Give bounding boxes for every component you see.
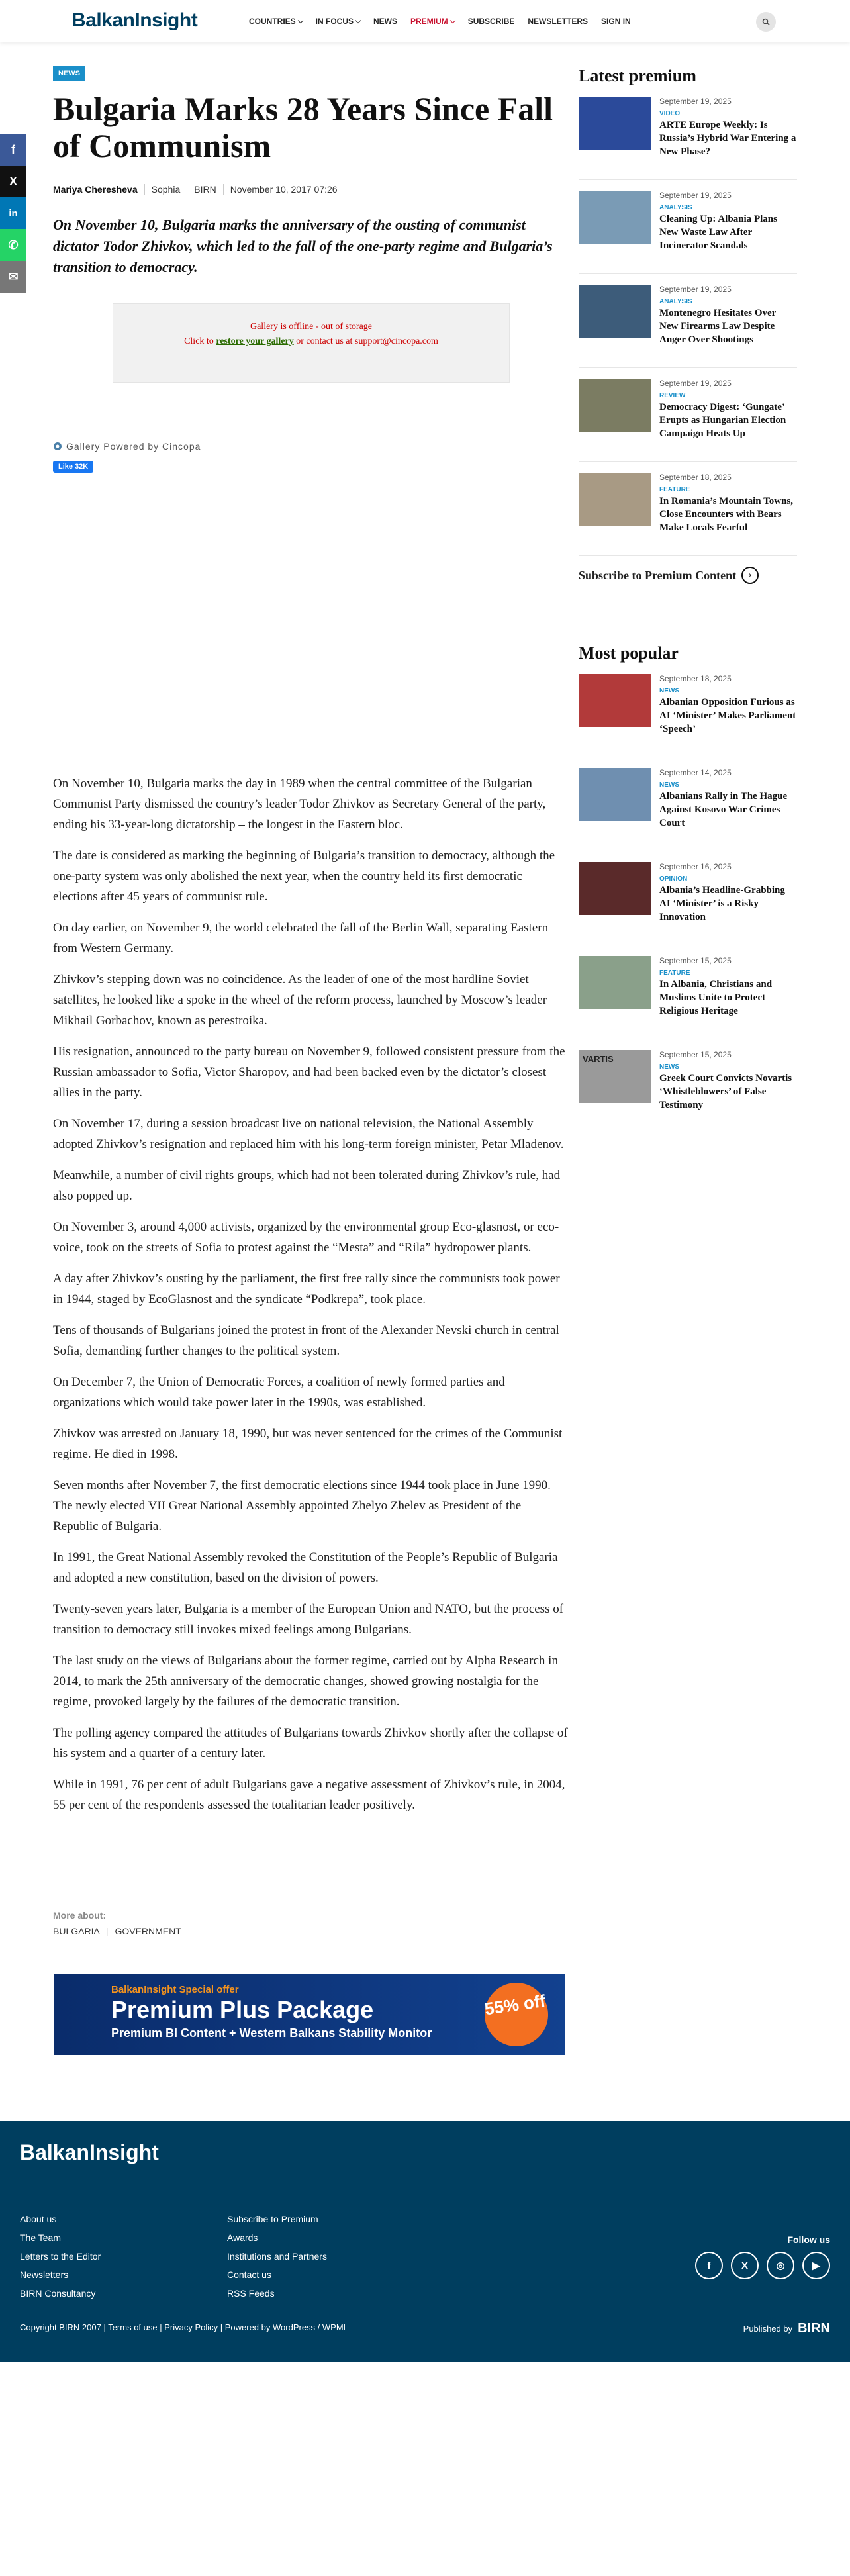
tag-bulgaria[interactable]: BULGARIA [53,1926,100,1936]
article-thumbnail[interactable] [579,768,651,821]
article-thumbnail[interactable] [579,674,651,727]
premium-promo-banner[interactable] [54,1974,565,2055]
paragraph: While in 1991, 76 per cent of adult Bulgarians gave a negative assessment of Zhivkov’s rule, in 2004, 55 per cent of the respondents assessed the totalitarian leader positively. [53,1778,565,1812]
copyright: Copyright BIRN 2007 | Terms of use | Privacy Policy | Powered by WordPress / WPML [20,2322,348,2332]
article-card[interactable] [579,1050,797,1133]
article-category[interactable]: FEATURE [659,969,690,977]
text: Click to [184,336,216,346]
follow-us-label: Follow us [787,2234,830,2245]
paragraph: The date is considered as marking the beginning of Bulgaria’s transition to democracy, although the one-party system was only abolished the next year, when the country held its first democratic elections after 45 years of communist rule. [53,849,555,904]
footer-links-col-1 [20,2210,101,2303]
nav-in-focus[interactable] [316,17,360,26]
article-card[interactable] [579,956,797,1039]
powered-text: Gallery Powered by Cincopa [66,441,201,452]
article-date: September 19, 2025 [659,285,732,294]
nav-label: IN FOCUS [315,17,354,26]
birn-logo[interactable]: BIRN [798,2321,830,2336]
paragraph: Meanwhile, a number of civil rights groups, which had not been tolerated during Zhivkov’s rule, had also popped up. [53,1169,561,1203]
gallery-powered-by[interactable] [53,441,568,452]
byline [53,184,568,195]
chevron-down-icon [449,17,455,23]
promo-kicker: BalkanInsight Special offer [111,1984,239,1995]
article-thumbnail[interactable] [579,473,651,526]
search-button[interactable] [756,12,776,32]
article-thumbnail[interactable]: VARTIS [579,1050,651,1103]
article-card-text [659,674,797,749]
footer-link[interactable]: Contact us [227,2269,271,2280]
nav-subscribe[interactable]: SUBSCRIBE [467,17,515,26]
nav-newsletters[interactable]: NEWSLETTERS [528,17,589,26]
paragraph: Zhivkov was arrested on January 18, 1990, but was never sentenced for the crimes of the Communist regime. He died in 1998. [53,1427,563,1461]
article-category[interactable]: ANALYSIS [659,298,692,305]
email-share-button[interactable]: ✉ [0,261,26,293]
paragraph: On December 7, the Union of Democratic Forces, a coalition of newly formed parties and organizations which would take power later in the 1990s, was established. [53,1375,505,1409]
article-card-title[interactable]: Albanian Opposition Furious as AI ‘Minister’ Makes Parliament ‘Speech’ [659,697,796,734]
footer-link[interactable]: Subscribe to Premium [227,2214,318,2224]
article-card-title[interactable]: Cleaning Up: Albania Plans New Waste Law After Incinerator Scandals [659,214,777,251]
article-date: September 19, 2025 [659,97,732,106]
published-by-label: Published by [743,2324,793,2334]
youtube-icon[interactable]: ▶ [802,2252,830,2279]
most-popular-title: Most popular [579,644,679,663]
discount-badge: 55% off [481,1979,552,2050]
paragraph: The last study on the views of Bulgarians about the former regime, carried out by Alpha Research in 2014, to mark the 25th anniversary of the democratic changes, showed growing nostalgia for the regime, provoked largely by the failures of the democratic transition. [53,1654,558,1709]
article-date: September 14, 2025 [659,768,732,777]
cincopa-logo-icon [53,442,62,451]
article-card-title[interactable]: Albanians Rally in The Hague Against Kosovo War Crimes Court [659,791,788,828]
article-lead: On November 10, Bulgaria marks the anniversary of the ousting of communist dictator Todor Zhivkov, which led to the fall of the one-party regime and Bulgaria’s transition to democracy. [53,216,553,275]
footer-link[interactable]: About us [20,2214,57,2224]
article-header [53,66,568,473]
x-icon[interactable]: X [731,2252,759,2279]
promo-title: Premium Plus Package [111,1996,374,2023]
nav-label: COUNTRIES [249,17,296,26]
article-card[interactable] [579,768,797,851]
article-card[interactable] [579,674,797,757]
article-body [53,773,568,1826]
article-category[interactable]: VIDEO [659,110,681,117]
article-date: September 19, 2025 [659,191,732,200]
subscribe-premium-link[interactable] [579,567,797,584]
article-card-text [659,1050,797,1125]
article-date: September 15, 2025 [659,1050,732,1059]
most-popular-list [579,674,797,1133]
site-logo[interactable]: BalkanInsight [71,9,198,31]
article-card[interactable] [579,191,797,274]
arrow-right-icon: › [741,567,759,584]
tag-government[interactable]: GOVERNMENT [115,1926,181,1936]
location: Sophia [144,184,187,195]
article-date: September 15, 2025 [659,956,732,965]
nav-countries[interactable] [249,17,303,26]
article-card-title[interactable]: In Romania’s Mountain Towns, Close Encounters with Bears Make Locals Fearful [659,496,794,533]
published-by [743,2321,830,2336]
nav-sign-in[interactable]: SIGN IN [601,17,631,26]
article-card[interactable] [579,285,797,368]
article-category[interactable]: NEWS [659,1063,679,1071]
share-bar [0,134,26,293]
restore-gallery-link[interactable]: restore your gallery [216,336,294,346]
article-title: Bulgaria Marks 28 Years Since Fall of Communism [53,90,553,164]
article-card-title[interactable]: Greek Court Convicts Novartis ‘Whistleblowers’ of False Testimony [659,1073,792,1110]
paragraph: On November 17, during a session broadcast live on national television, the National Assembly adopted Zhivkov’s resignation and replaced him with his long-term foreign minister, Petar Mladenov. [53,1117,564,1151]
article-thumbnail[interactable] [579,97,651,150]
article-card-text [659,97,797,171]
publish-date: November 10, 2017 07:26 [223,184,344,195]
article-date: September 18, 2025 [659,473,732,482]
article-thumbnail[interactable] [579,956,651,1009]
search-icon [762,18,770,26]
article-thumbnail[interactable] [579,191,651,244]
footer-logo[interactable]: BalkanInsight [20,2140,159,2164]
latest-premium-list [579,97,797,556]
article-card-title[interactable]: Albania’s Headline-Grabbing AI ‘Minister’ is a Risky Innovation [659,885,785,922]
chevron-down-icon [297,17,303,23]
article-thumbnail[interactable] [579,862,651,915]
latest-premium-title: Latest premium [579,66,696,85]
chevron-down-icon [355,17,361,23]
whatsapp-share-button[interactable]: ✆ [0,229,26,261]
article-category[interactable]: NEWS [659,781,679,788]
main-nav [249,17,631,26]
article-category[interactable]: FEATURE [659,486,690,493]
paragraph: In 1991, the Great National Assembly revoked the Constitution of the People’s Republic of Bulgaria and adopted a new constitution, based on the division of powers. [53,1550,558,1585]
footer-link[interactable]: Awards [227,2232,258,2243]
article-card-text [659,862,797,937]
site-header [0,0,850,42]
article-date: September 19, 2025 [659,379,732,388]
paragraph: Seven months after November 7, the first democratic elections since 1944 took place in June 1990. The newly elected VII Great National Assembly appointed Zhelyo Zhelev as President of the Republic of Bulgaria. [53,1478,551,1533]
site-footer [0,2121,850,2362]
paragraph: The polling agency compared the attitudes of Bulgarians towards Zhivkov shortly after the collapse of his system and a quarter of a century later. [53,1726,568,1760]
article-card-text [659,379,797,453]
article-card-text [659,285,797,359]
nav-premium[interactable] [410,17,455,26]
footer-social-icons [695,2252,830,2279]
linkedin-share-button[interactable]: in [0,197,26,229]
facebook-like-button[interactable]: Like 32K [53,461,93,473]
tag-list [53,1926,181,1936]
article-card-text [659,473,797,548]
more-about [53,1910,181,1936]
subscribe-premium-label: Subscribe to Premium Content [579,568,737,582]
paragraph: Zhivkov’s stepping down was no coincidence. As the leader of one of the most hardline Soviet satellites, he looked like a spoke in the wheel of the reform process, launched by Moscow’s leader Mikhail Gorbachov, known as perestroika. [53,973,547,1027]
promo-subtitle: Premium BI Content + Western Balkans Stability Monitor [111,2027,432,2040]
footer-link[interactable]: BIRN Consultancy [20,2288,96,2299]
paragraph: A day after Zhivkov’s ousting by the parliament, the first free rally since the communists took power in 1944, staged by EcoGlasnost and the syndicate “Podkrepa”, took place. [53,1272,560,1306]
gallery-restore-line [113,334,509,349]
footer-link[interactable]: The Team [20,2232,61,2243]
article-card[interactable] [579,97,797,180]
article-card[interactable] [579,379,797,462]
footer-links-col-2 [227,2210,327,2303]
facebook-share-button[interactable]: f [0,134,26,166]
article-category[interactable]: REVIEW [659,392,686,399]
follow-us [695,2234,830,2279]
sidebar [579,66,797,1133]
paragraph: His resignation, announced to the party bureau on November 9, followed consistent pressure from the Russian ambassador to Sofia, Victor Sharopov, and had been backed even by the dictator’s closest allies in the party. [53,1045,565,1100]
article-card-text [659,191,797,265]
paragraph: On November 3, around 4,000 activists, organized by the environmental group Eco-glasnost, or eco-voice, took on the streets of Sofia to protest against the “Mesta” and “Rila” hydropower plants. [53,1220,559,1255]
article-card-title[interactable]: In Albania, Christians and Muslims Unite to Protect Religious Heritage [659,979,773,1016]
article-card[interactable] [579,473,797,556]
category-badge[interactable]: NEWS [53,66,85,81]
paragraph: Twenty-seven years later, Bulgaria is a member of the European Union and NATO, but the process of transition to democracy still invokes mixed feelings among Bulgarians. [53,1602,564,1637]
footer-link[interactable]: RSS Feeds [227,2288,275,2299]
tag-separator: | [105,1926,109,1936]
nav-news[interactable]: NEWS [373,17,398,26]
gallery-offline-box [113,303,510,383]
article-date: September 16, 2025 [659,862,732,871]
article-card-text [659,768,797,843]
facebook-icon[interactable]: f [695,2252,723,2279]
article-card-text [659,956,797,1031]
more-about-label: More about: [53,1910,107,1921]
footer-link[interactable]: Letters to the Editor [20,2251,101,2262]
article-category[interactable]: OPINION [659,875,688,883]
footer-link[interactable]: Institutions and Partners [227,2251,327,2262]
nav-label: PREMIUM [410,17,448,26]
gallery-offline-message: Gallery is offline - out of storage [250,322,373,332]
source: BIRN [187,184,222,195]
text: or contact us at support@cincopa.com [293,336,438,346]
article-card-title[interactable]: ARTE Europe Weekly: Is Russia’s Hybrid War Entering a New Phase? [659,120,796,157]
x-share-button[interactable]: X [0,166,26,197]
paragraph: On November 10, Bulgaria marks the day in 1989 when the central committee of the Bulgarian Communist Party dismissed the country’s leader Todor Zhivkov as Secretary General of the party, ending his 33-year-long dictatorship – the longest in the Eastern bloc. [53,777,546,832]
article-card-title[interactable]: Montenegro Hesitates Over New Firearms Law Despite Anger Over Shootings [659,308,777,345]
footer-link[interactable]: Newsletters [20,2269,69,2280]
article-card-title[interactable]: Democracy Digest: ‘Gungate’ Erupts as Hungarian Election Campaign Heats Up [659,402,786,439]
author[interactable]: Mariya Cheresheva [53,184,138,195]
instagram-icon[interactable]: ◎ [767,2252,794,2279]
article-thumbnail[interactable] [579,379,651,432]
paragraph: Tens of thousands of Bulgarians joined the protest in front of the Alexander Nevski church in central Sofia, demanding further changes to the political system. [53,1323,559,1358]
article-thumbnail[interactable] [579,285,651,338]
article-date: September 18, 2025 [659,674,732,683]
paragraph: On day earlier, on November 9, the world celebrated the fall of the Berlin Wall, separating Eastern from Western Germany. [53,921,549,955]
article-category[interactable]: ANALYSIS [659,204,692,211]
article-card[interactable] [579,862,797,945]
article-category[interactable]: NEWS [659,687,679,694]
